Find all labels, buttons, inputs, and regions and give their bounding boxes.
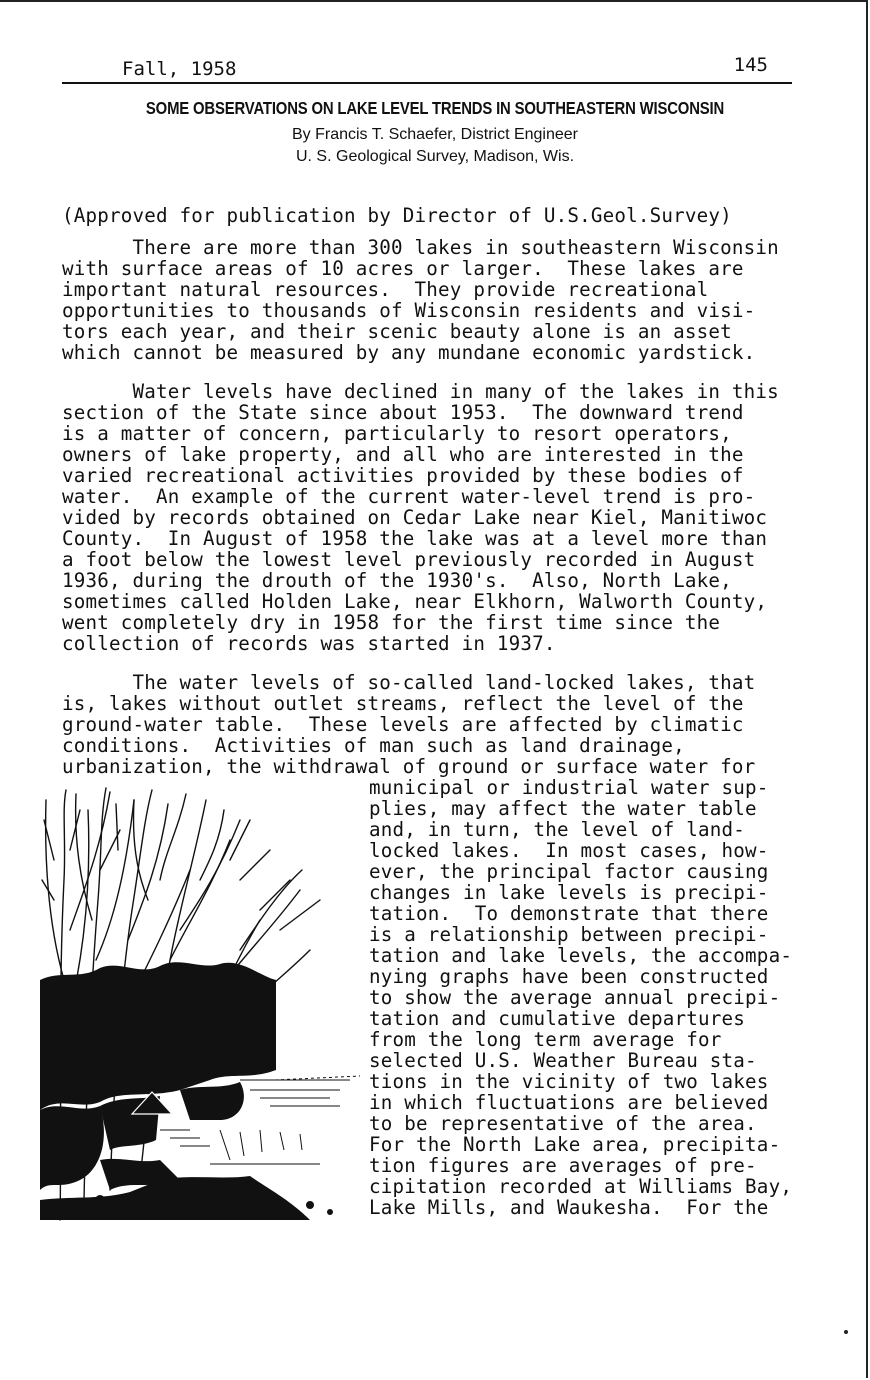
text-line: to be representative of the area. [369, 1112, 757, 1135]
text-line: owners of lake property, and all who are interested in the [62, 443, 744, 466]
text-line: tion figures are averages of pre- [369, 1154, 757, 1177]
text-line: County. In August of 1958 the lake was at a level more than [62, 527, 768, 550]
text-line: is a relationship between precipi- [369, 923, 769, 946]
text-line: tors each year, and their scenic beauty alone is an asset [62, 320, 732, 343]
text-line: went completely dry in 1958 for the first time since the [62, 611, 721, 634]
text-line: plies, may affect the water table [369, 797, 757, 820]
text-line: tation and cumulative departures [369, 1007, 746, 1030]
text-line: municipal or industrial water sup- [369, 776, 769, 799]
text-line: tation. To demonstrate that there [369, 902, 769, 925]
text-line: cipitation recorded at Williams Bay, [369, 1175, 793, 1198]
issue-date: Fall, 1958 [122, 58, 237, 80]
text-line: changes in lake levels is precipi- [369, 881, 769, 904]
text-line: ground-water table. These levels are affected by climatic [62, 713, 744, 736]
article-title: SOME OBSERVATIONS ON LAKE LEVEL TRENDS IN SOUTHEASTERN WISCONSIN [145, 98, 725, 118]
text-line: conditions. Activities of man such as land drainage, [62, 734, 685, 757]
affiliation-line: U. S. Geological Survey, Madison, Wis. [295, 148, 575, 165]
text-line: The water levels of so-called land-locked lakes, that [62, 671, 756, 694]
text-line: which cannot be measured by any mundane economic yardstick. [62, 341, 756, 364]
text-line: locked lakes. In most cases, how- [369, 839, 769, 862]
text-line: and, in turn, the level of land- [369, 818, 746, 841]
text-line: Lake Mills, and Waukesha. For the [369, 1196, 769, 1219]
stray-mark [844, 1330, 848, 1334]
text-line: important natural resources. They provide recreational [62, 278, 709, 301]
text-line: is a matter of concern, particularly to resort operators, [62, 422, 732, 445]
text-line: urbanization, the withdrawal of ground or surface water for [62, 755, 756, 778]
text-line: in which fluctuations are believed [369, 1091, 769, 1114]
text-line: water. An example of the current water-level trend is pro- [62, 485, 756, 508]
text-line: opportunities to thousands of Wisconsin residents and visi- [62, 299, 756, 322]
text-line: a foot below the lowest level previously recorded in August [62, 548, 756, 571]
text-line: with surface areas of 10 acres or larger. These lakes are [62, 257, 744, 280]
text-line: vided by records obtained on Cedar Lake near Kiel, Manitiwoc [62, 506, 768, 529]
text-line: sometimes called Holden Lake, near Elkhorn, Walworth County, [62, 590, 768, 613]
text-line: from the long term average for [369, 1028, 722, 1051]
text-line: 1936, during the drouth of the 1930's. Also, North Lake, [62, 569, 732, 592]
text-line: selected U.S. Weather Bureau sta- [369, 1049, 757, 1072]
lake-woodcut-illustration [40, 780, 360, 1225]
text-line: There are more than 300 lakes in southeastern Wisconsin [62, 236, 779, 259]
page-number: 145 [733, 54, 768, 76]
text-line: For the North Lake area, precipita- [369, 1133, 781, 1156]
text-line: is, lakes without outlet streams, reflect the level of the [62, 692, 744, 715]
author-line: By Francis T. Schaefer, District Engineer [291, 126, 579, 143]
running-header [62, 54, 792, 84]
text-line: tions in the vicinity of two lakes [369, 1070, 769, 1093]
text-line: Water levels have declined in many of the lakes in this [62, 380, 779, 403]
text-line: to show the average annual precipi- [369, 986, 781, 1009]
approval-note: (Approved for publication by Director of U.S.Geol.Survey) [62, 204, 732, 227]
text-line: section of the State since about 1953. The downward trend [62, 401, 744, 424]
text-line: ever, the principal factor causing [369, 860, 769, 883]
text-line: tation and lake levels, the accompa- [369, 944, 793, 967]
text-line: collection of records was started in 1937. [62, 632, 556, 655]
text-line: nying graphs have been constructed [369, 965, 769, 988]
text-line: varied recreational activities provided by these bodies of [62, 464, 744, 487]
